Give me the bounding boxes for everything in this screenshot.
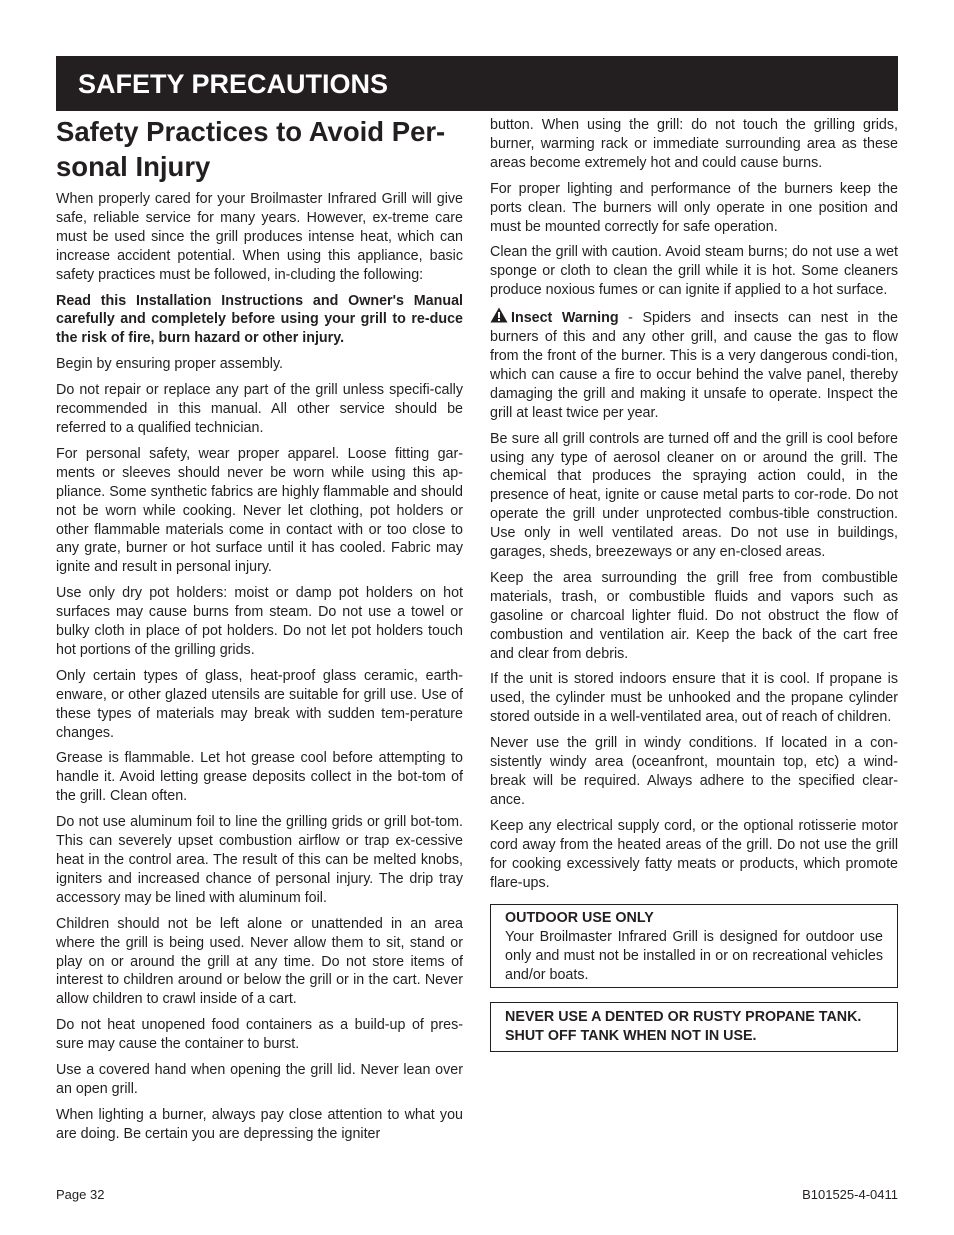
foil-paragraph: Do not use aluminum foil to line the grilling grids or grill bot-tom. This can severely upset combustion airflow or trap ex-cessive heat in the control area. The result of this can be melted knobs, igniters and increased chance of personal injury. The drip tray accessory may be lined with aluminum foil.: [56, 814, 463, 906]
aerosol-paragraph: Be sure all grill controls are turned off and the grill is cool before using any type of aerosol cleaner on or around the grill. The chemical that produces the spraying action could, in the presence of heat, ignite or cause metal parts to cor-rode. Do not operate the grill under unprotected combus-tible construction. Use only in well ventilated areas. Do not use in buildings, garages, sheds, breezeways or any en-closed areas.: [490, 430, 898, 561]
propane-tank-box: [490, 1002, 898, 1052]
assembly-paragraph: Begin by ensuring proper assembly.: [56, 356, 284, 373]
intro-paragraph: When properly cared for your Broilmaster Infrared Grill will give safe, reliable service for many years. However, ex-treme care must be used since the grill produces intense heat, which can increase accident potential. When using this appliance, basic safety practices must be followed, in-cluding the following:: [56, 191, 463, 283]
grease-paragraph: Grease is flammable. Let hot grease cool before attempting to handle it. Avoid letting grease deposits collect in the bot-tom of the grill. Clean often.: [56, 750, 463, 805]
lighting-continued-paragraph: button. When using the grill: do not touch the grilling grids, burner, warming rack or immediate surrounding area as these areas become extremely hot and could cause burns.: [490, 117, 898, 171]
ports-paragraph: For proper lighting and performance of the burners keep the ports clean. The burners will only operate in one position and must be mounted correctly for safe operation.: [490, 180, 898, 235]
lid-paragraph: Use a covered hand when opening the grill lid. Never lean over an open grill.: [56, 1062, 463, 1097]
right-column: [490, 114, 898, 1052]
outdoor-use-body: Your Broilmaster Infrared Grill is designed for outdoor use only and must not be installed in or on recreational vehicles and/or boats.: [505, 929, 883, 984]
windy-conditions-paragraph: Never use the grill in windy conditions. If located in a con-sistently windy area (oceanfront, mountain top, etc) a wind-break will be required. Always adhere to the specified clear-ance.: [490, 735, 898, 808]
utensils-paragraph: Only certain types of glass, heat-proof glass ceramic, earth-enware, or other glazed utensils are suitable for grill use. Use of these types of materials may break with sudden tem-perature changes.: [56, 667, 463, 741]
header-banner: [56, 56, 898, 111]
propane-tank-line2: SHUT OFF TANK WHEN NOT IN USE.: [505, 1027, 757, 1044]
section-heading-line2: sonal Injury: [56, 151, 211, 182]
electrical-cord-paragraph: Keep any electrical supply cord, or the optional rotisserie motor cord away from the heated areas of the grill. Do not use the grill for cooking excessively fatty meats or products, which promote flare-ups.: [490, 817, 898, 891]
insect-warning-label: Insect Warning: [511, 310, 619, 327]
left-column: [56, 114, 463, 1151]
containers-paragraph: Do not heat unopened food containers as a build-up of pres-sure may cause the container to burst.: [56, 1017, 463, 1053]
document-code: B101525-4-0411: [802, 1187, 898, 1202]
insect-warning-text: - Spiders and insects can nest in the burners of this and any other grill, and cause the gas to flow from the front of the burner. This is a very dangerous condi-tion, which can cause a fire to occur behind the valve panel, thereby damaging the grill and making it unsafe to operate. Inspect the grill at least twice per year.: [490, 310, 898, 421]
outdoor-use-title: OUTDOOR USE ONLY: [505, 910, 654, 927]
pot-holders-paragraph: Use only dry pot holders: moist or damp pot holders on hot surfaces may cause burns from steam. Do not use a towel or bulky cloth in place of pot holders. Do not let pot holders touch hot portions of the grilling grids.: [56, 585, 463, 658]
combustibles-paragraph: Keep the area surrounding the grill free from combustible materials, trash, or combustible fluids and vapors such as gasoline or charcoal lighter fluid. Do not obstruct the flow of combustion and ventilation air. Keep the back of the cart free and clear from debris.: [490, 569, 898, 662]
section-heading: [56, 114, 463, 184]
section-heading-line1: Safety Practices to Avoid Per-: [56, 116, 446, 147]
cleaning-paragraph: Clean the grill with caution. Avoid steam burns; do not use a wet sponge or cloth to clean the grill while it is hot. Some cleaners produce noxious fumes or can ignite if applied to a hot surface.: [490, 244, 898, 299]
page-number: Page 32: [56, 1187, 105, 1202]
insect-warning-paragraph: [490, 307, 898, 422]
apparel-paragraph: For personal safety, wear proper apparel. Loose fitting gar-ments or sleeves should never be worn while using this ap-pliance. Some synthetic fabrics are highly flammable and should not be worn while cooking. Never let clothing, pot holders or other flammable materials come in contact with or too close to any grate, burner or hot surface until it has cooled. Fabric may ignite and result in personal injury.: [56, 445, 463, 576]
children-paragraph: Children should not be left alone or unattended in an area where the grill is being used. Never allow them to sit, stand or play on or around the grill at any time. Do not store items of interest to children around or below the grill or in the cart. Never allow children to crawl inside of a cart.: [56, 915, 463, 1008]
lighting-paragraph: When lighting a burner, always pay close attention to what you are doing. Be certain you are depressing the igniter: [56, 1106, 463, 1142]
indoor-storage-paragraph: If the unit is stored indoors ensure that it is cool. If propane is used, the cylinder must be unhooked and the propane cylinder stored outside in a well-ventilated area, out of reach of children.: [490, 671, 898, 726]
outdoor-use-box: [490, 904, 898, 988]
repair-paragraph: Do not repair or replace any part of the grill unless specifi-cally recommended in this manual. All other service should be referred to a qualified technician.: [56, 382, 463, 436]
page-title: SAFETY PRECAUTIONS: [78, 69, 389, 99]
read-manual-notice: Read this Installation Instructions and Owner's Manual carefully and completely before using your grill to re-duce the risk of fire, burn hazard or other injury.: [56, 292, 463, 347]
propane-tank-line1: NEVER USE A DENTED OR RUSTY PROPANE TANK.: [505, 1009, 862, 1026]
warning-triangle-icon: [490, 307, 508, 323]
